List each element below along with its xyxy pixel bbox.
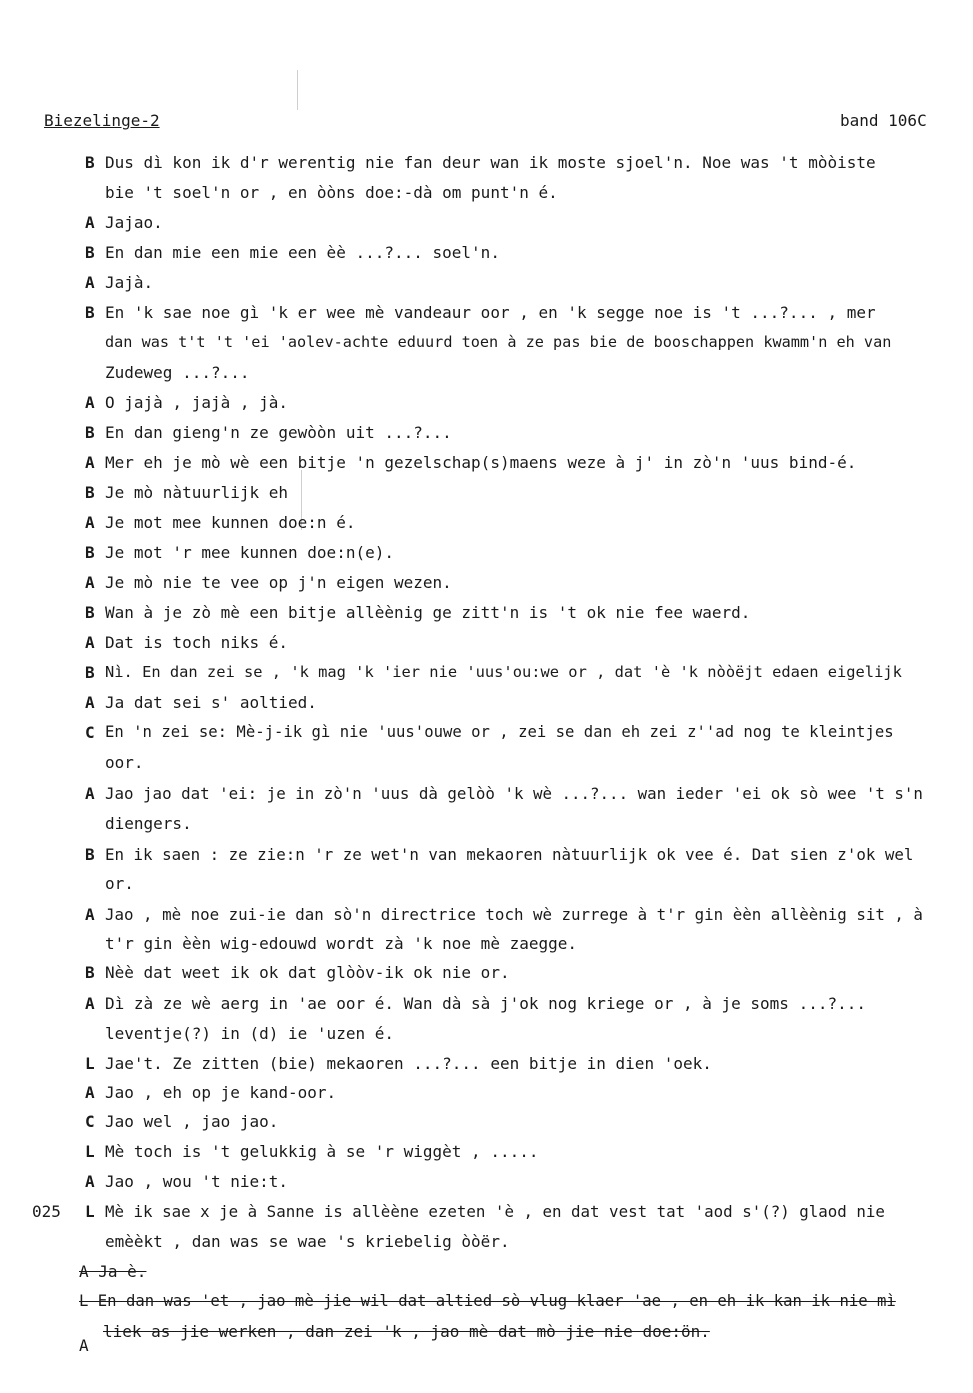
struck-text: A Ja è.	[79, 1262, 147, 1281]
utterance-text: Mè ik sae x je à Sanne is allèène ezeten 'è , en dat vest tat 'aod s'(?) glaod nie	[105, 1202, 885, 1221]
speaker-label: B	[85, 423, 95, 442]
utterance-text: En 'k sae noe gì 'k er wee mè vandeaur oor , en 'k segge noe is 't ...?... , mer	[105, 303, 876, 322]
utterance-text: or.	[105, 874, 134, 893]
tape-counter: 025	[32, 1202, 61, 1221]
utterance-text: Je mot 'r mee kunnen doe:n(e).	[105, 543, 394, 562]
speaker-label: B	[85, 483, 95, 502]
utterance-text: oor.	[105, 753, 144, 772]
speaker-label: A	[85, 513, 95, 532]
utterance-text: emèèkt , dan was se wae 's kriebelig òòër.	[105, 1232, 510, 1251]
utterance-text: leventje(?) in (d) ie 'uzen é.	[105, 1024, 394, 1043]
utterance-text: Nèè dat weet ik ok dat glòòv-ik ok nie or.	[105, 963, 510, 982]
utterance-text: En 'n zei se: Mè-j-ik gì nie 'uus'ouwe or , zei se dan eh zei z''ad nog te kleintjes	[105, 723, 894, 741]
utterance-text: bie 't soel'n or , en òòns doe:-dà om punt'n é.	[105, 183, 558, 202]
tape-label: band 106C	[840, 111, 927, 130]
utterance-text: En dan mie een mie een èè ...?... soel'n.	[105, 243, 500, 262]
utterance-text: Jao wel , jao jao.	[105, 1112, 279, 1131]
speaker-label: B	[85, 543, 95, 562]
utterance-text: Ja dat sei s' aoltied.	[105, 693, 317, 712]
document-title: Biezelinge-2	[44, 111, 160, 130]
speaker-label: A	[85, 994, 95, 1013]
speaker-label: A	[85, 905, 95, 924]
speaker-label: C	[85, 723, 95, 742]
speaker-label: A	[85, 573, 95, 592]
utterance-text: Jajao.	[105, 213, 163, 232]
speaker-label: A	[85, 1172, 95, 1191]
speaker-label: A	[85, 784, 95, 803]
scan-mark	[297, 70, 298, 110]
speaker-label: A	[85, 273, 95, 292]
utterance-text: Je mò nàtuurlijk eh	[105, 483, 289, 502]
utterance-text: Je mò nie te vee op j'n eigen wezen.	[105, 573, 452, 592]
speaker-label: B	[85, 243, 95, 262]
utterance-text: En dan gieng'n ze gewòòn uit ...?...	[105, 423, 452, 442]
speaker-label: B	[85, 153, 95, 172]
speaker-label: A	[85, 393, 95, 412]
utterance-text: Dat is toch niks é.	[105, 633, 289, 652]
utterance-text: Jajà.	[105, 273, 154, 292]
speaker-label: A	[85, 213, 95, 232]
speaker-label: L	[85, 1202, 95, 1221]
utterance-text: Wan à je zò mè een bitje allèènig ge zitt'n is 't ok nie fee waerd.	[105, 603, 751, 622]
utterance-text: Mè toch is 't gelukkig à se 'r wiggèt , .....	[105, 1142, 539, 1161]
utterance-text: Dus dì kon ik d'r werentig nie fan deur wan ik moste sjoel'n. Noe was 't mòòiste	[105, 153, 876, 172]
utterance-text: O jajà , jajà , jà.	[105, 393, 289, 412]
speaker-label: A	[85, 693, 95, 712]
utterance-text: Jao jao dat 'ei: je in zò'n 'uus dà gelòò 'k wè ...?... wan ieder 'ei ok sò wee 't s'n	[105, 784, 923, 803]
speaker-label: B	[85, 603, 95, 622]
speaker-label: B	[85, 663, 95, 682]
utterance-text: Jae't. Ze zitten (bie) mekaoren ...?... een bitje in dien 'oek.	[105, 1054, 712, 1073]
speaker-label: A	[85, 633, 95, 652]
utterance-text: Jao , wou 't nie:t.	[105, 1172, 289, 1191]
speaker-label: B	[85, 963, 95, 982]
speaker-label: A	[79, 1336, 89, 1355]
struck-text: L En dan was 'et , jao mè jie wil dat altied sò vlug klaer 'ae , en eh ik kan ik nie mì	[79, 1292, 896, 1310]
utterance-text: Jao , mè noe zui-ie dan sò'n directrice toch wè zurrege à t'r gin èèn allèènig sit , à	[105, 905, 923, 924]
speaker-label: A	[85, 453, 95, 472]
speaker-label: A	[85, 1083, 95, 1102]
utterance-text: Zudeweg ...?...	[105, 363, 250, 382]
utterance-text: Je mot mee kunnen doe:n é.	[105, 513, 356, 532]
speaker-label: L	[85, 1142, 95, 1161]
utterance-text: dan was t't 't 'ei 'aolev-achte eduurd toen à ze pas bie de booschappen kwamm'n eh van	[105, 333, 892, 351]
utterance-text: diengers.	[105, 814, 192, 833]
utterance-text: Nì. En dan zei se , 'k mag 'k 'ier nie 'uus'ou:we or , dat 'è 'k nòòëjt edaen eigelijk	[105, 663, 902, 681]
utterance-text: Dì zà ze wè aerg in 'ae oor é. Wan dà sà j'ok nog kriege or , à je soms ...?...	[105, 994, 866, 1013]
utterance-text: Jao , eh op je kand-oor.	[105, 1083, 337, 1102]
utterance-text: t'r gin èèn wig-edouwd wordt zà 'k noe mè zaegge.	[105, 934, 578, 953]
speaker-label: L	[85, 1054, 95, 1073]
utterance-text: En ik saen : ze zie:n 'r ze wet'n van mekaoren nàtuurlijk ok vee é. Dat sien z'ok wel	[105, 845, 914, 864]
speaker-label: B	[85, 303, 95, 322]
speaker-label: B	[85, 845, 95, 864]
speaker-label: C	[85, 1112, 95, 1131]
struck-text: liek as jie werken , dan zei 'k , jao mè dat mò jie nie doe:ön.	[103, 1322, 710, 1341]
utterance-text: Mer eh je mò wè een bitje 'n gezelschap(s)maens weze à j' in zò'n 'uus bind-é.	[105, 453, 857, 472]
